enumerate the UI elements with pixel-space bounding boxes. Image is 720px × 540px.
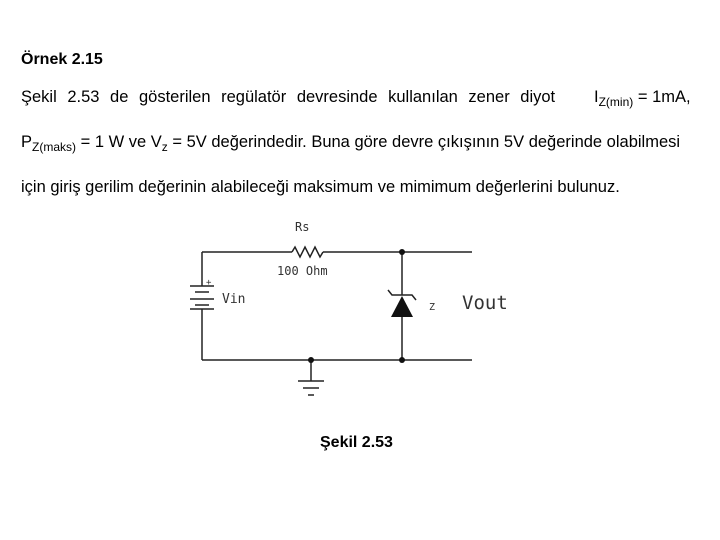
iz-subscript: Z(min) bbox=[598, 95, 634, 109]
source-plus-label: + bbox=[206, 278, 212, 288]
resistor-name-label: Rs bbox=[295, 220, 310, 234]
problem-line-3: için giriş gerilim değerinin alabileceği maksimum ve mimimum değerlerini bulunuz. bbox=[21, 178, 620, 196]
resistor-rs bbox=[292, 247, 323, 257]
figure-caption: Şekil 2.53 bbox=[320, 434, 393, 451]
junction-top bbox=[399, 249, 405, 255]
vz-symbol: V bbox=[150, 133, 162, 151]
output-vout-label: Vout bbox=[462, 292, 508, 314]
zener-diode bbox=[391, 296, 413, 317]
resistor-value-label: 100 Ohm bbox=[277, 264, 328, 278]
junction-bottom-right bbox=[399, 357, 405, 363]
zener-z-label: Z bbox=[429, 302, 436, 313]
problem-line-1: Şekil 2.53 de gösterilen regülatör devresinde kullanılan zener diyot bbox=[21, 88, 556, 106]
pz-subscript: Z(maks) bbox=[32, 140, 77, 154]
battery-vin bbox=[190, 286, 214, 309]
pz-symbol: P bbox=[21, 133, 33, 151]
example-title: Örnek 2.15 bbox=[21, 51, 103, 68]
pz-value: = 1 W ve bbox=[76, 133, 151, 151]
vz-subscript: z bbox=[161, 140, 168, 154]
junction-ground bbox=[308, 357, 314, 363]
iz-value: = 1mA, bbox=[633, 88, 691, 106]
source-vin-label: Vin bbox=[222, 292, 246, 307]
line2-rest: = 5V değerindedir. Buna göre devre çıkışının 5V değerinde olabilmesi bbox=[167, 133, 681, 151]
iz-symbol: I bbox=[594, 88, 599, 106]
